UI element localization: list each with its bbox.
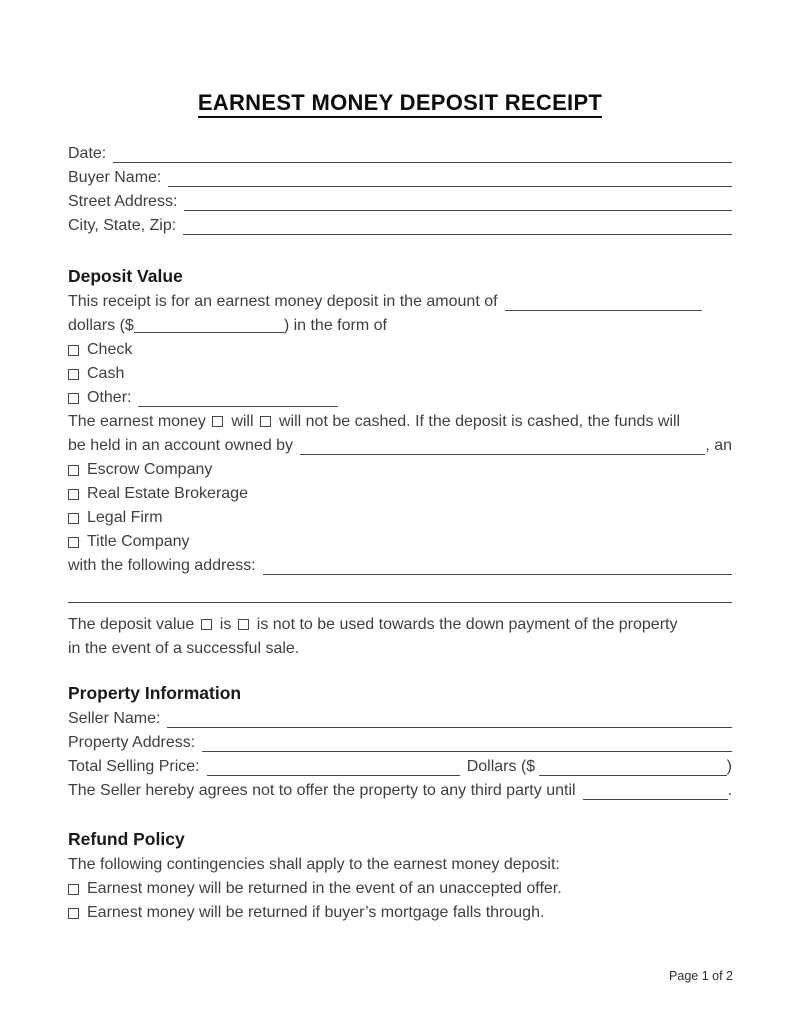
selling-price-mid: Dollars ($	[466, 758, 536, 775]
cashed-seg1: The earnest money	[68, 413, 206, 430]
dollars-prefix: dollars ($	[68, 317, 134, 334]
holder-address-field-line2[interactable]	[68, 578, 732, 603]
cashed-line2-suffix: , an	[705, 437, 732, 454]
third-party-row	[68, 779, 732, 803]
page-title	[68, 90, 732, 116]
date-label: Date:	[68, 145, 107, 162]
payment-option-cash	[68, 362, 732, 386]
buyer-name-field[interactable]	[168, 186, 732, 187]
amount-row	[68, 290, 732, 314]
city-state-zip-label: City, State, Zip:	[68, 217, 177, 234]
dollars-suffix: ) in the form of	[283, 317, 387, 334]
third-party-label: The Seller hereby agrees not to offer the property to any third party until	[68, 782, 576, 799]
date-field[interactable]	[113, 162, 732, 163]
selling-price-label: Total Selling Price:	[68, 758, 200, 775]
other-checkbox-icon[interactable]	[68, 393, 79, 404]
refund-policy-heading: Refund Policy	[68, 829, 185, 849]
deposit-value-section	[68, 290, 732, 661]
seller-name-field[interactable]	[167, 727, 732, 728]
holder-address-label: with the following address:	[68, 557, 256, 574]
street-address-label: Street Address:	[68, 193, 178, 210]
refund-policy-section	[68, 853, 732, 925]
title-company-checkbox-icon[interactable]	[68, 537, 79, 548]
cashed-opt2: will not be cashed. If the deposit is cashed, the funds will	[278, 413, 681, 430]
is-not-checkbox-icon[interactable]	[238, 619, 249, 630]
property-address-row	[68, 731, 732, 755]
dollars-row	[68, 314, 732, 338]
payment-option-other	[68, 386, 338, 410]
will-checkbox-icon[interactable]	[212, 416, 223, 427]
property-information-section	[68, 707, 732, 803]
brokerage-label: Real Estate Brokerage	[87, 485, 248, 502]
usage-opt1: is	[219, 616, 232, 633]
seller-name-label: Seller Name:	[68, 710, 161, 727]
contingency-mortgage	[68, 901, 732, 925]
account-owner-label: be held in an account owned by	[68, 437, 294, 454]
refund-intro: The following contingencies shall apply to the earnest money deposit:	[68, 856, 560, 873]
deposit-value-heading: Deposit Value	[68, 266, 183, 286]
holder-option-title-company	[68, 530, 732, 554]
page-title-text: EARNEST MONEY DEPOSIT RECEIPT	[198, 90, 602, 118]
header-fields-section	[68, 142, 732, 238]
selling-price-field[interactable]	[207, 775, 460, 776]
buyer-name-row	[68, 166, 732, 190]
usage-opt2: is not to be used towards the down payment of the property	[256, 616, 678, 633]
unaccepted-offer-label: Earnest money will be returned in the event of an unaccepted offer.	[87, 880, 562, 897]
cash-checkbox-icon[interactable]	[68, 369, 79, 380]
other-field[interactable]	[138, 406, 338, 407]
contingency-unaccepted-offer	[68, 877, 732, 901]
is-checkbox-icon[interactable]	[201, 619, 212, 630]
check-checkbox-icon[interactable]	[68, 345, 79, 356]
title-company-label: Title Company	[87, 533, 190, 550]
payment-option-check	[68, 338, 732, 362]
dollars-amount-field[interactable]	[134, 331, 284, 333]
amount-label: This receipt is for an earnest money deposit in the amount of	[68, 293, 498, 310]
legal-firm-checkbox-icon[interactable]	[68, 513, 79, 524]
escrow-label: Escrow Company	[87, 461, 213, 478]
brokerage-checkbox-icon[interactable]	[68, 489, 79, 500]
check-label: Check	[87, 341, 133, 358]
will-not-checkbox-icon[interactable]	[260, 416, 271, 427]
street-address-field[interactable]	[184, 210, 732, 211]
third-party-suffix: .	[727, 782, 732, 799]
property-address-label: Property Address:	[68, 734, 196, 751]
other-label: Other:	[87, 389, 132, 406]
selling-price-number-field[interactable]	[539, 775, 726, 776]
unaccepted-offer-checkbox-icon[interactable]	[68, 884, 79, 895]
mortgage-label: Earnest money will be returned if buyer’s mortgage falls through.	[87, 904, 545, 921]
cashed-opt1: will	[231, 413, 254, 430]
holder-option-brokerage	[68, 482, 732, 506]
page-number: Page 1 of 2	[669, 969, 733, 983]
selling-price-suffix: )	[726, 758, 732, 775]
holder-option-escrow	[68, 458, 732, 482]
city-state-zip-row	[68, 214, 732, 238]
usage-sentence-line1	[68, 613, 732, 637]
account-owner-field[interactable]	[300, 454, 705, 455]
holder-address-row	[68, 554, 732, 578]
mortgage-checkbox-icon[interactable]	[68, 908, 79, 919]
cashed-sentence-line1	[68, 410, 732, 434]
cash-label: Cash	[87, 365, 125, 382]
escrow-checkbox-icon[interactable]	[68, 465, 79, 476]
property-address-field[interactable]	[202, 751, 732, 752]
third-party-date-field[interactable]	[583, 799, 728, 800]
usage-seg1: The deposit value	[68, 616, 195, 633]
cashed-sentence-line2	[68, 434, 732, 458]
property-information-heading: Property Information	[68, 683, 242, 703]
holder-option-legal-firm	[68, 506, 732, 530]
legal-firm-label: Legal Firm	[87, 509, 163, 526]
street-address-row	[68, 190, 732, 214]
selling-price-row	[68, 755, 732, 779]
date-row	[68, 142, 732, 166]
buyer-name-label: Buyer Name:	[68, 169, 162, 186]
usage-sentence-line2: in the event of a successful sale.	[68, 640, 300, 657]
seller-name-row	[68, 707, 732, 731]
city-state-zip-field[interactable]	[183, 234, 732, 235]
holder-address-field-line1[interactable]	[263, 574, 732, 575]
amount-field[interactable]	[505, 310, 702, 311]
